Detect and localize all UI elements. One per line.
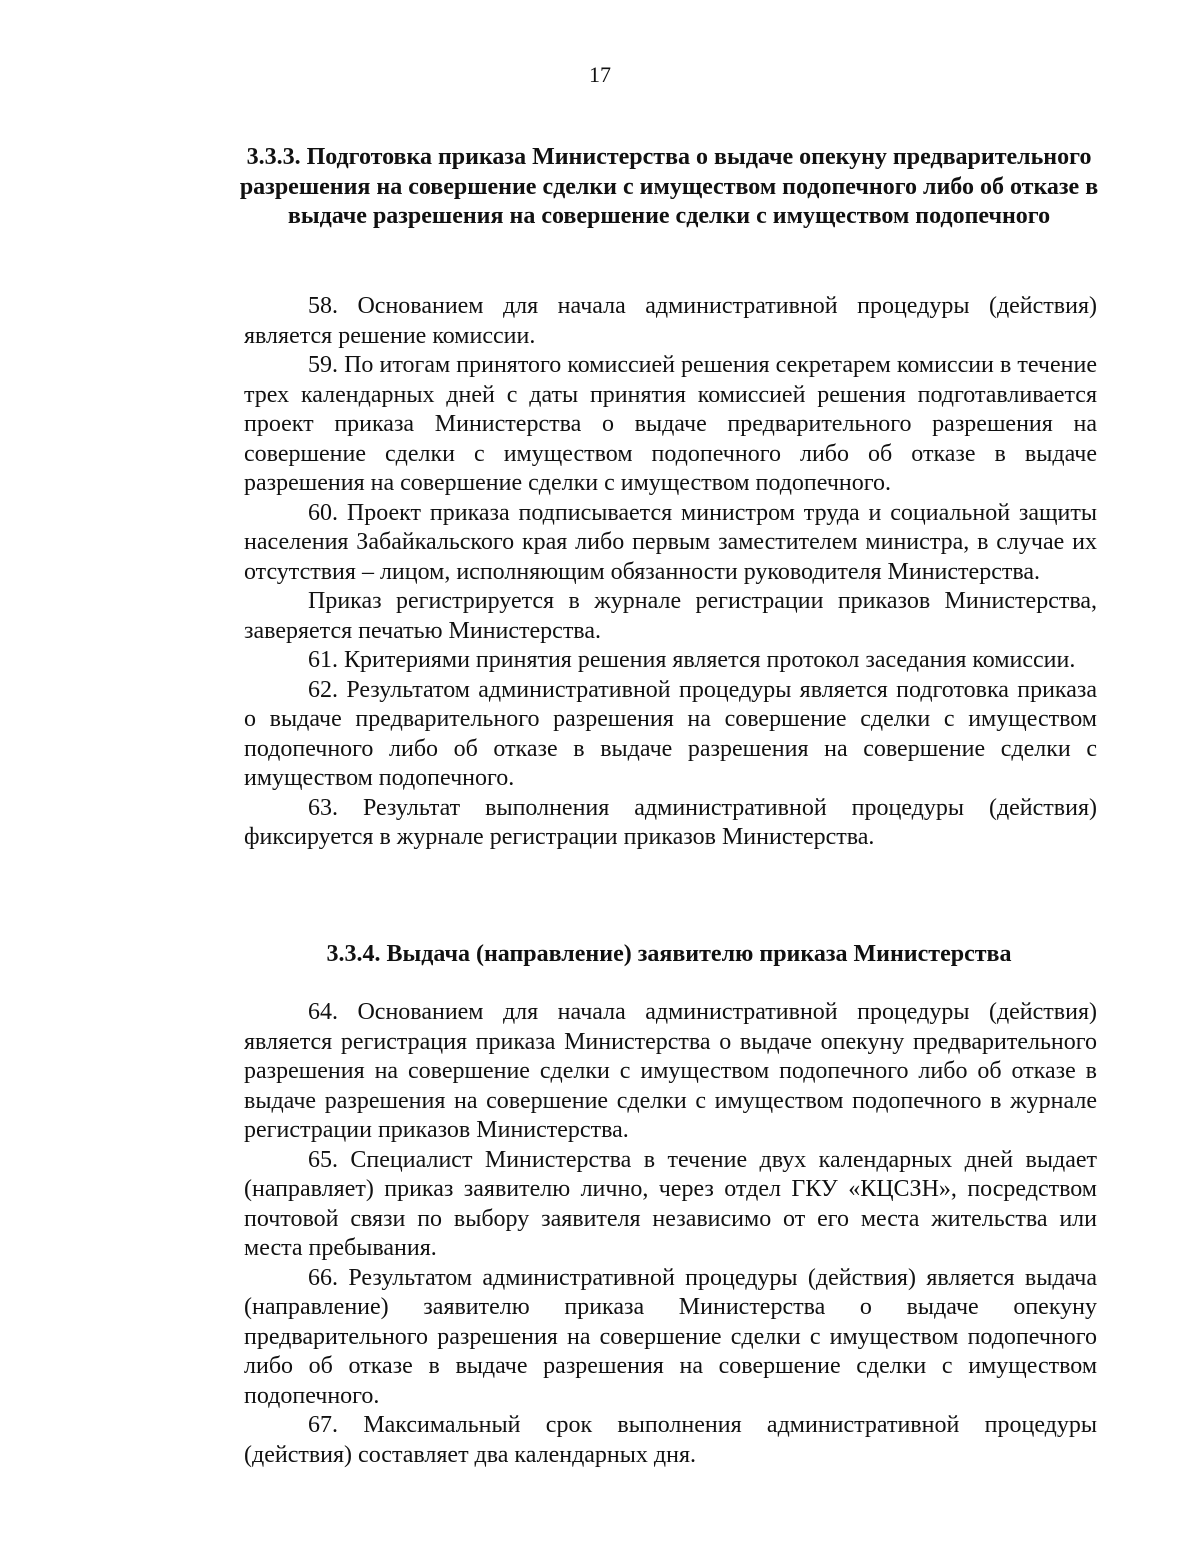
section-body-3-3-3	[244, 292, 1097, 853]
paragraph-61: 61. Критериями принятия решения является протокол заседания комиссии.	[308, 647, 1076, 673]
paragraph-order-registration: Приказ регистрируется в журнале регистрации приказов Министерства, заверяется печатью Министерства.	[244, 588, 1097, 644]
section-body-3-3-4	[244, 998, 1097, 1470]
paragraph-65: 65. Специалист Министерства в течение двух календарных дней выдает (направляет) приказ заявителю лично, через отдел ГКУ «КЦСЗН», посредством почтовой связи по выбору заявителя независимо от его места жительства или места пребывания.	[244, 1146, 1097, 1261]
section-heading-3-3-4: 3.3.4. Выдача (направление) заявителю приказа Министерства	[326, 941, 1012, 967]
paragraph-63: 63. Результат выполнения административной процедуры (действия) фиксируется в журнале регистрации приказов Министерства.	[244, 794, 1097, 850]
paragraph-62: 62. Результатом административной процедуры является подготовка приказа о выдаче предварительного разрешения на совершение сделки с имуществом подопечного либо об отказе в выдаче разрешения на совершение сделки с имуществом подопечного.	[244, 676, 1097, 791]
paragraph-67: 67. Максимальный срок выполнения административной процедуры (действия) составляет два календарных дня.	[244, 1412, 1097, 1468]
page-number: 17	[589, 62, 611, 87]
paragraph-58: 58. Основанием для начала административной процедуры (действия) является решение комиссии.	[244, 293, 1097, 349]
paragraph-60: 60. Проект приказа подписывается министром труда и социальной защиты населения Забайкальского края либо первым заместителем министра, в случае их отсутствия – лицом, исполняющим обязанности руководителя Министерства.	[244, 499, 1097, 585]
paragraph-64: 64. Основанием для начала административной процедуры (действия) является регистрация приказа Министерства о выдаче опекуну предварительного разрешения на совершение сделки с имуществом подопечного либо об отказе в выдаче разрешения на совершение сделки с имуществом подопечного в журнале регистрации приказов Министерства.	[244, 999, 1097, 1143]
paragraph-59: 59. По итогам принятого комиссией решения секретарем комиссии в течение трех календарных дней с даты принятия комиссией решения подготавливается проект приказа Министерства о выдаче предварительного разрешения на совершение сделки с имуществом подопечного либо об отказе в выдаче разрешения на совершение сделки с имуществом подопечного.	[244, 352, 1097, 496]
section-heading-3-3-3: 3.3.3. Подготовка приказа Министерства о выдаче опекуну предварительного разрешения на совершение сделки с имуществом подопечного либо об отказе в выдаче разрешения на совершение сделки с имуществом подопечного	[239, 144, 1099, 229]
paragraph-66: 66. Результатом административной процедуры (действия) является выдача (направление) заявителю приказа Министерства о выдаче опекуну предварительного разрешения на совершение сделки с имуществом подопечного либо об отказе в выдаче разрешения на совершение сделки с имуществом подопечного.	[244, 1264, 1097, 1409]
